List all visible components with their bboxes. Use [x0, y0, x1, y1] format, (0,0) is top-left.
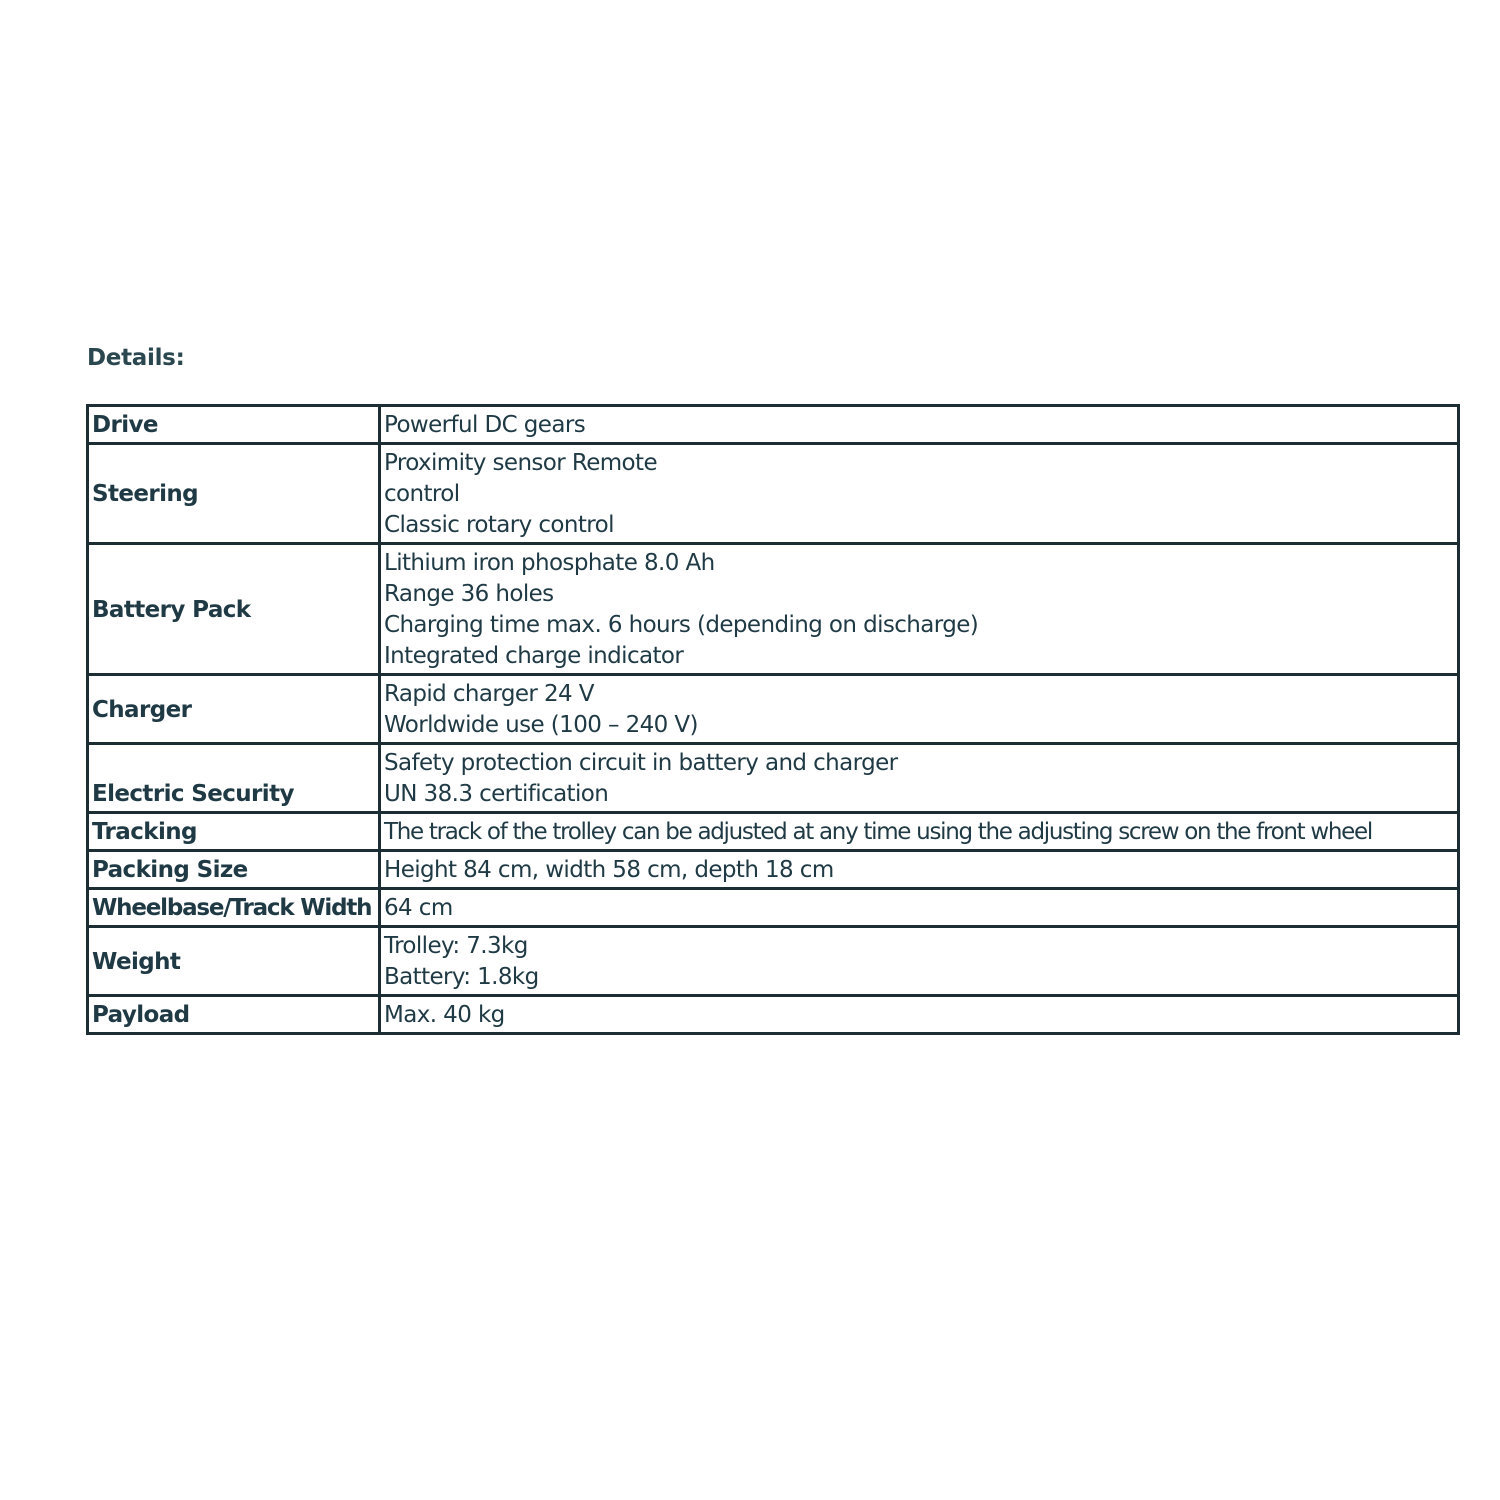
row-label: Tracking: [88, 813, 380, 851]
value-line: 64 cm: [384, 895, 453, 921]
value-line: Trolley: 7.3kg: [384, 933, 528, 959]
table-row: [88, 851, 1459, 889]
value-line: Range 36 holes: [384, 581, 554, 607]
row-value: [380, 813, 1459, 851]
table-row: [88, 813, 1459, 851]
row-label: Charger: [88, 675, 380, 744]
row-label: Weight: [88, 927, 380, 996]
row-label: Payload: [88, 996, 380, 1034]
row-value: [380, 996, 1459, 1034]
value-line: Charging time max. 6 hours (depending on discharge): [384, 612, 979, 638]
table-row: [88, 889, 1459, 927]
table-row: [88, 927, 1459, 996]
row-value: [380, 744, 1459, 813]
table-row: [88, 996, 1459, 1034]
table-row: [88, 675, 1459, 744]
row-label: Battery Pack: [88, 544, 380, 675]
table-row: [88, 744, 1459, 813]
value-line: Lithium iron phosphate 8.0 Ah: [384, 550, 715, 576]
value-line: Worldwide use (100 – 240 V): [384, 712, 698, 738]
row-label: Packing Size: [88, 851, 380, 889]
value-line: Classic rotary control: [384, 512, 614, 538]
value-line: Safety protection circuit in battery and charger: [384, 750, 898, 776]
value-line: Rapid charger 24 V: [384, 681, 594, 707]
details-heading: Details:: [87, 345, 185, 371]
table-row: [88, 406, 1459, 444]
value-line: control: [384, 481, 460, 507]
row-value: [380, 889, 1459, 927]
value-line: Integrated charge indicator: [384, 643, 684, 669]
row-label: Wheelbase/Track Width: [88, 889, 380, 927]
specifications-table: [86, 404, 1460, 1035]
value-line: UN 38.3 certification: [384, 781, 609, 807]
table-row: [88, 444, 1459, 544]
table-row: [88, 544, 1459, 675]
value-line: Height 84 cm, width 58 cm, depth 18 cm: [384, 857, 834, 883]
value-line: Powerful DC gears: [384, 412, 586, 438]
row-value: [380, 851, 1459, 889]
row-value: [380, 675, 1459, 744]
row-label: Electric Security: [88, 744, 380, 813]
row-label: Steering: [88, 444, 380, 544]
value-line: Proximity sensor Remote: [384, 450, 657, 476]
row-value: [380, 444, 1459, 544]
value-line: The track of the trolley can be adjusted at any time using the adjusting screw on the front wheel: [384, 819, 1372, 845]
value-line: Max. 40 kg: [384, 1002, 505, 1028]
row-value: [380, 406, 1459, 444]
row-label: Drive: [88, 406, 380, 444]
row-value: [380, 927, 1459, 996]
row-value: [380, 544, 1459, 675]
value-line: Battery: 1.8kg: [384, 964, 539, 990]
